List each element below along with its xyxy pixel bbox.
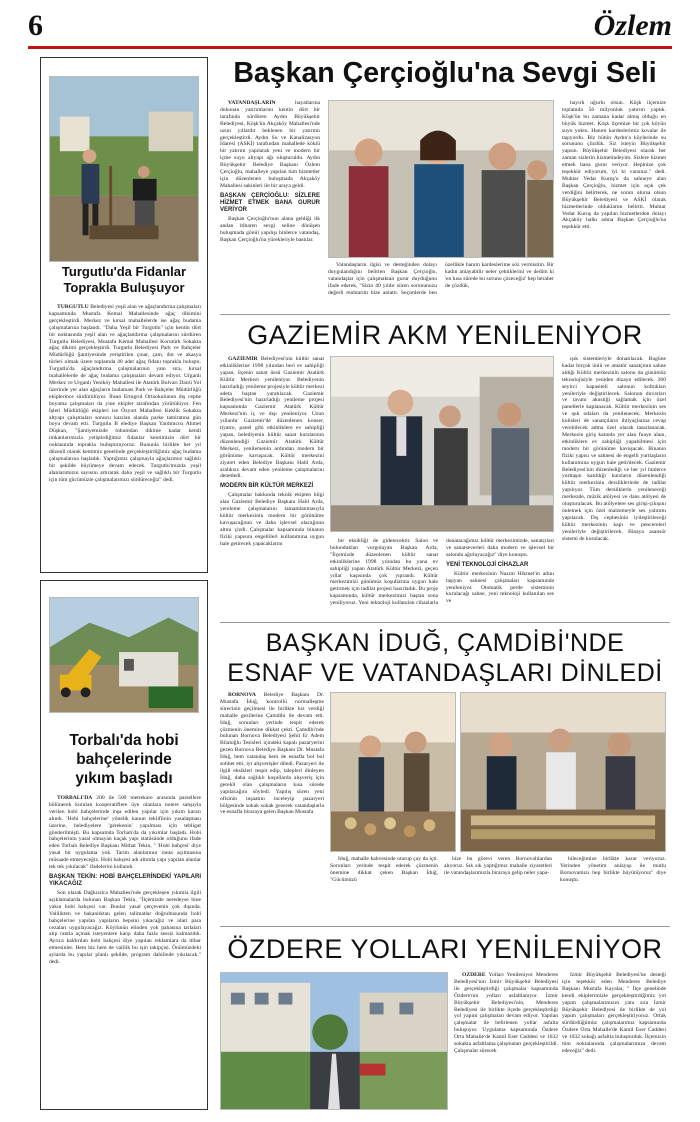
- gaziemir-headline: GAZİEMİR AKM YENİLENİYOR: [247, 320, 643, 350]
- ozdere-col1-text: Yolları Yenileniyor Menderes Belediyesi'nin İzmir Büyükşehir Belediyesi ile gerçekleştirdiği çalışmalar kapsamında Özdere'nin yolları asfaltlanıyor. İzmir Büyükşehir Belediyesi'nin, Menderes Belediyesi ile birlikte ilçede gerçekleştirdiği yol yapım çalışmaları devam ediyor. Yapılan çalışmalar ile belirlenen yollar asfalta buluşuyor. Uygulama kapsamında Özdere Orta Mahalle'de Kamil Eser Caddesi ve 1032 sokakta asfaltlama çalışmaları gerçekleştirildi. Çalışmalar sürecek: [454, 972, 558, 1054]
- cercioglu-col1b-text: Başkan Çerçioğlu'nun alana geldiği ilk andan itibaren sevgi seline dönüşen buluşmada gönül yapılışı binlerce vatandaş, Başkan Çerçioğlu'na yürekleriyle bastılar.: [220, 215, 320, 243]
- idug-col4: [560, 856, 666, 922]
- cercioglu-col3: [562, 100, 666, 310]
- cercioglu-lead: VATANDAŞLARIN: [228, 100, 276, 106]
- turgutlu-body: [49, 304, 201, 568]
- cercioglu-col1: [220, 100, 320, 310]
- gaziemir-col3-text: ışık sistemleriyle donatılacak. Bugüne kadar birçok ünlü ve amatör sanatçının sahne aldığı Kültür merkezinin salonu da günümüz teknolojisiyle yeniden dizayn edilecek. 360 seyirci kapasiteli salonun koltukları yenileriyle değiştirilecek. Salonun duvarları ve tavanı akustiği sağlamak için özel panellerle kaplanacak. Kültür merkezinin ses ve ışık odaları da yenilenecek. Merkezin kulisleri de sanatçıların ihtiyaçlarına cevap verebilecek adma özel olarak tasarlanacak. Merkezin giriş katında yer alan fuaye alanı, etkinliklere ev sahipliği yapabilmesi için modern bir görünüme kavuşacak. Binanın fiziki yapısı ve sahnesi de engelli yurttaşların kullanımına uygun hale getirilecek. Gaziemir Belediyesi'nin düzenlediği ve her yıl binlerce yurttaşın katıldığı kursların düzenlendiği kültür merkezinin dersliklerinde de tadilat yapılıyor. Tüm dersliklerin yenileneceği merkezde, müzik atölyesi ve dans atölyesi de oluşturulacak. Bu atölyelere ses girişi-çıkışını önlemek için özel malzemeyle ses yalıtımı yapılacak. Dış cephesinin iyileştirileceği kültür merkezinin kapı ve pencereleri yenileriyle değiştirilecek. Binaya asansör sistemi de kurulacak.: [562, 356, 666, 542]
- cercioglu-col2: [328, 262, 554, 310]
- gaziemir-col2: [330, 538, 554, 618]
- cercioglu-photo: [328, 100, 554, 258]
- torbali-headline-line1: Torbalı'da hobi: [69, 732, 179, 749]
- idug-headline: [220, 628, 670, 688]
- divider-3: [220, 926, 670, 927]
- gaziemir-col2b-text: Kültür merkezinin Nazım Hikmet'in adını taşıyan sahnesi çalışmaları kapsamında yenileniyor. Otomatik perde sisteminin kurulacağı sahne, yeni teknoloji kullanılan ses ve: [446, 570, 554, 605]
- ozdere-headline: ÖZDERE YOLLARI YENİLENİYOR: [227, 934, 663, 964]
- ozdere-col2-text: İzmir Büyükşehir Belediyesi'ne desteği için teşekkür eden Menderes Belediye Başkanı Mustafa Kayalar, " İlçe genelinde kendi ekiplerimizle gerçekleştirdiğimiz yol yapım çalışmalarımızın yanı sıra İzmir Büyükşehir Belediyesi ile birlikte de yol yapım çalışmaları gerçekleştiriyoruz. Ortak sürdürdüğümüz çalışmalarımız kapsamında Özdere Orta Mahalle'de Kamil Eser Caddesi ve 1032 sokağı asfaltla buluşturduk. İlçemizin tüm noktalarında çalışmalarımıza devam edeceğiz" dedi.: [562, 972, 666, 1054]
- masthead-logo: Özlem: [593, 9, 672, 42]
- idug-photo-2: [460, 692, 666, 852]
- ozdere-lead: ÖZDERE: [462, 972, 486, 978]
- gaziemir-subhead: MODERN BİR KÜLTÜR MERKEZİ: [220, 483, 314, 490]
- torbali-headline-line2: bahçelerinde: [76, 751, 172, 768]
- cercioglu-col2-text: Vatandaşların ilgisi ve desteğinden dolayı duygulandığını belirten Başkan Çerçioğlu, vatandaşlar için çalışmaktan gurur duyduğunu ifade ederek, "Sizin 40 yıldır süren sorununuzu değerli muhtarım bize anlattı. Seçimlerde ben özellikle hanım kardeslerime söz vermistim. Bir kadın anlayabilir neler çektiklerini ve dedim ki 'en kısa sürede bu sorunu çözeceğiz' hep beraber de çözdük,: [328, 262, 554, 296]
- ozdere-col1: [454, 972, 558, 1108]
- turgutlu-text: Belediyesi yeşil alan ve ağaçlandırma çalışmaları kapsamında Mustafa Kemal Mahallesinde ağaç dikimini gerçekleştirdi. Merkez ve kırsal mahallelerde ise ağaç budama çalışmalarına başlandı. "Daha Yeşil bir Turgutlu" için kentin dört bir noktasında yeşil alan ve ağaçlandırma çalışmalarını sürdüren Turgutlu Belediyesi, Mustafa Kemal Mahallesi Korutürk Sokakta ağaç dikimi gerçekleştirdi. Turgutlu Belediyesi Park ve Bahçeler Müdürlüğü Şantiyesinde yetiştirilen çınar, çam, dut ve akasya türleri olmak üzere toplamda 40 adet ağaç fidanı toprakla buluştu. Turgutlu'da ağaçlandırma çalışmalarının yanı sıra, kırsal mahallelerde de ağaç budama çalışmaları devam ediyor. Urganlı Merkez ve Urganlı Yeniköy Mahallesi ile Atatürk Bulvarı Dairü Yol üzerinde yer alan ağaçların budaması Park ve Bahçeler Müdürlüğü ekiplerince sürdürülüyor. İhsan Ertugrul Ortaokulunun dış cephe boyama çalışmaları da yine ekipler tarafından yürütülüyor. Fen İşleri Müdürlüğü ekipleri ise Özyurt Mahallesi Keklik Sokakta altyapı çalışmaları sonucu kazılan alanda parke tamiratına gün boyu devam etti. Turgutlu B elediye Başkan Yardımcısı Ahmet Düşkan, "Şantiyemizde tohumdan dikime kadar kendi imkanlarımızla yetiştirdiğimiz fidanlar kentimizin dört bir noktasında toprakla buluşturuyoruz. Bununla birlikte her yıl düzenli olarak kentimiz genelinde gerçekleştirdiğimiz ağaç budama çalışmalarına başladık. Yaptığımız çalışmayla ağaçlarımız sağlıklı bir şekilde büyümeye devam edecek. Turgutlu'muzda yeşil alanlarımızın sayısını artırarak daha yeşil ve sağlıklı bir Turgutlu için tüm gücümüzle çalışmalarımızı sürdüreceğiz" dedi.: [49, 304, 201, 483]
- idug-headline-line1: BAŞKAN İDUĞ, ÇAMDİBİ'NDE: [265, 629, 625, 657]
- turgutlu-article: [40, 57, 208, 573]
- turgutlu-headline-line2: Toprakla Buluşuyor: [63, 280, 185, 295]
- turgutlu-headline-line1: Turgutlu'da Fidanlar: [61, 264, 187, 279]
- torbali-article: [40, 580, 208, 1110]
- idug-col3: [444, 856, 552, 922]
- torbali-headline: [45, 731, 203, 788]
- idug-col1-text: Belediye Başkanı Dr. Mustafa İduğ, kontrollü normalleşme sürecinin geçilmesi ile birlikte hız verdiği mahalle gezilerine Çamdibi ile devam etti. İduğ, sorunları yerinde tespit ederek çözmenin önemine dikkat çekti. Çamdibi'nde bulunan Bornova Belediyesi Şehit Er Adem Bilaloğlu Tesisleri içindeki kapalı pazaryerini gezen Bornova Belediye Başkanı Dr. Mustafa İduğ, hem vatandaş hem de esnafla bol bol sohbet etti, iyi alışverişler diledi. Pazaryeri ile ilgili eksikleri tespit edip, talepleri dinleyen İduğ, daha sağlıklı koşullarda alışveriş için gerekli olan çalışmaların kısa sürede yapılacağını söyledi. Yapılış süren yeni ofisinin inşaatını inceleyip pazaryeri bölgesinde sokak sokak gezerek vatandaşlarla ve esnafla biraraya gelen Başkan Mustafa: [220, 692, 324, 816]
- cercioglu-col1-text: hayatlarına dokunan yatırımlarını kentin dört bir tarafında sürdüren Aydın Büyükşehir Belediyesi, Köşk'ün Akçaköy Mahallesi'nde uzun yıllardır beklenen bir yatırımı gerçekleştirdi. Aydın Su ve Kanalizasyon İdaresi (ASKİ) tarafından mahallede köklü bir yatırım yapılarak yeni ve modern bir içme suyu altyapı ağı oluşturuldu. Aydın Büyükşehir Belediye Başkanı Özlem Çerçioğlu, mahalleye yapılan tüm hizmetler için düzenlenen buluşmada Akçaköy Mahallesi sakinleri ile bir araya geldi.: [220, 100, 320, 189]
- idug-col1: [220, 692, 324, 922]
- idug-col2-text: İduğ, mahalle kahvesinde oturup çay da içti. Sorunları yerinde tespit ederek çözmenin önemine dikkat çeken Başkan İduğ, "Gücümüzü: [330, 856, 438, 883]
- cercioglu-headline: Başkan Çerçioğlu'na Sevgi Seli: [233, 57, 657, 89]
- gaziemir-col1: [220, 356, 324, 618]
- cercioglu-col3-text: hayırlı uğurlu olsun. Köşk ilçemize toplamda 56 milyonluk yatırım yaptık. Köşk'ün bu zamana kadar almış olduğu en büyük hizmet. Köşk ilçemize bir çok köyün suyu yoktu. Hanım kardeslerimiz kovalar ile taşıyordu. Biz bütün Aydın'a köylerinde su sorununu çözdük. Siz isteyin Büyükşehir yapsın. Büyükşehir Belediyesi olarak her zaman sizlerin hizmetindeyim. Sizlere hizmet etmek bana gurur veriyor. Hepinize çok teşekkür ediyorum, iyi ki varsınız." dedi. Muhtar Vedat Kuruş'u da sahneye alan Başkan Çerçioğlu, hizmet için açık çek verdiğini belirterek, ne sorun olursa olsun Büyükşehir Belediyesi ve ASKİ olarak hizmetlerinde olduklarını belirtti. Muhtar Vedat Kuruş da yapılan hizmetlerden dolayı Akçaköy halkı adına Başkan Çerçioğlu'na teşekkür etti.: [562, 100, 666, 231]
- turgutlu-photo: [49, 76, 199, 262]
- idug-headline-line2: ESNAF VE VATANDAŞLARI DİNLEDİ: [227, 659, 663, 687]
- torbali-subhead: BAŞKAN TEKİN: HOBİ BAHÇELERİNDEKİ YAPILARI YIKACAĞIZ: [49, 873, 201, 887]
- idug-col3-text: bize bu görevi veren Bornovalılardan alıyoruz. Sık sık yaptığımız mahalle ziyaretleri ile vatandaşlarımızla biraraya gelip neler yapa-: [444, 856, 552, 876]
- torbali-text2: Son olarak Dağkızılca Mahallesi'nde gerçekleşen yıkımla ilgili açıklamalarda bulunan Başkan Tekin, "İlçemizde neredeyse bine yakın hobi bahçesi var. Bunlar yasal çerçevenin çok dışında. Valilikten ve bakanlıktan gelen talimatlar doğrultusunda hobi bahçelerine yapılan yapıların hepsini yıkacağız ve idari para cezaları uygulayacağız. Köylünün elinden yok pahasına tarlaları alıp rantla açmak isteyenlere karşı daha fazla sessiz kalmazdık. Ayrıca kaldırılan hobi bahçesi diye yapılan reklamlara da itibar etmesinler. Hem biz hem de valilik bu işin takipçisi. Önümüzdeki aylarda bu yapılar planlı şekilde, program dahilinde yıkılacak." dedi.: [49, 889, 201, 966]
- ozdere-col2: [562, 972, 666, 1108]
- gaziemir-subhead2: YENİ TEKNOLOJİ CİHAZLAR: [446, 561, 529, 568]
- torbali-lead: TORBALI'DA: [57, 795, 93, 801]
- cercioglu-subhead: BAŞKAN ÇERÇİOĞLU: SİZLERE HİZMET ETMEK BANA GURUR VERİYOR: [220, 192, 320, 213]
- torbali-text1: 200 ile 500 metrekare arasında parsellere bölünerek kurulan kooperatiflere üye olanlara notere satışıyla verilen hobi bahçelerinde inşa edilen yapılar için yıkım kararı alındı. 'Hobi bahçelerine' yönelik kanun tekliflinin yasalaşması üzerine, belediyelere 'gerekenin' yapılması için tebligat gönderilmişti. Bu kapsamda Torbalı'da da yıkımlar başladı. Hobi bahçelerinin yasal olmayan kaçak yapı statüsünde olduğunu ifade eden Torbalı Belediye Başkanı Mithat Tekin, " 'Hobi bahçesi' diye yasal bir uygulama yok. Tarım alanlarının ranta açılmasına müsaade etmeyeceğiz. Hobi bahçesi adı altında yapı yapılan alanlar tek tek yıkılacak" ifadelerini kullandı.: [49, 795, 201, 871]
- turgutlu-lead: TURGUTLU: [57, 304, 89, 310]
- gaziemir-col3: [562, 356, 666, 618]
- page-number: 6: [28, 9, 43, 42]
- gaziemir-col2-text: bir eksikliği de giderecektir. Salon ve bulundukları vurgulayan Başkan Arda, "İlçemizde düzenlenen kültür sanat etkinliklerine 1998 yılından bu yana ev sahipliği yapan Atatürk Kültür Merkezi, geçen yıllar kaşısında çok yıprandı. Kültür merkezimizi günümüz koşullarına uygun hale getirmek için tadilat projesi hazırladık. Bu proje kapsamında, kültür merkezimizi baştan sona yeniliyoruz. Yeni teknoloji kullanılan cihazlarla donatacağımız kültür merkezimizde, sanatçıları ve sanatseverleri daha modern ve işlevsel bir salonda ağırlayacağız" diye konuştu.: [330, 538, 554, 607]
- idug-photo-1: [330, 692, 456, 852]
- gaziemir-col1b-text: Çalışmalar hakkında teknik ekipten bilgi alan Gaziemir Belediye Başkanı Halil Arda, yenileme çalışmalarını tamamlanmasıyla kültür merkezinin modern bir görünüme kavuşacağının ve daha işlevsel olacağının altını çizdi. Çalışmalar kapsamında binanın fiziki yapısını engellileri kullanımına uygun hale getirecek yapacaklarını: [220, 492, 324, 547]
- ozdere-photo: [220, 972, 448, 1110]
- masthead-rule: [28, 46, 672, 49]
- divider-1: [220, 314, 670, 315]
- idug-col2: [330, 856, 438, 922]
- torbali-headline-line3: yıkım başladı: [75, 770, 173, 787]
- torbali-body: [49, 795, 201, 1107]
- idug-col4-text: bileceğimize birlikte karar veriyoruz. Yerinden yönetim anlayışı ile mutlu Bornovamızı hep birlikte büyütüyoruz" diye konuştu.: [560, 856, 666, 883]
- turgutlu-headline: [45, 264, 203, 296]
- torbali-photo: [49, 597, 199, 713]
- gaziemir-lead: GAZİEMİR: [228, 356, 258, 362]
- gaziemir-photo: [330, 356, 554, 532]
- divider-2: [220, 622, 670, 623]
- gaziemir-col1-text: Belediyesi'nin kültür sanat etkinliklerine 1998 yılından beri ev sahipliği yapan, ilçenin sanat üssü Gaziemir Atatürk Kültür Merkezi yenileniyor. Belediyenin hazırladığı yenileme projesiyle kültür merkezi adeta baştan yaratılacak. Gaziemir Belediyesi'nin hazırladığı yenileme projesi kapsamında Gaziemir Atatürk Kültür Merkezi'nin iç ve dışı yenileniyor. Uzun yıllardır Gaziemir'de düzenlenen konser, tiyatro, panel gibi etkinliklere ev sahipliği yapan, belediyenin kültür sanat kurslarının düzenlendiği Gaziemir Atatürk Kültür Merkezi, yenilemenin ardından modern bir görünüme kavuşacak. Kültür merkezini ziyaret eden Belediye Başkanı Halil Arda, aralıksız devam eden yenileme çalışmalarını denetledi.: [220, 356, 324, 480]
- idug-lead: BORNOVA: [228, 692, 256, 698]
